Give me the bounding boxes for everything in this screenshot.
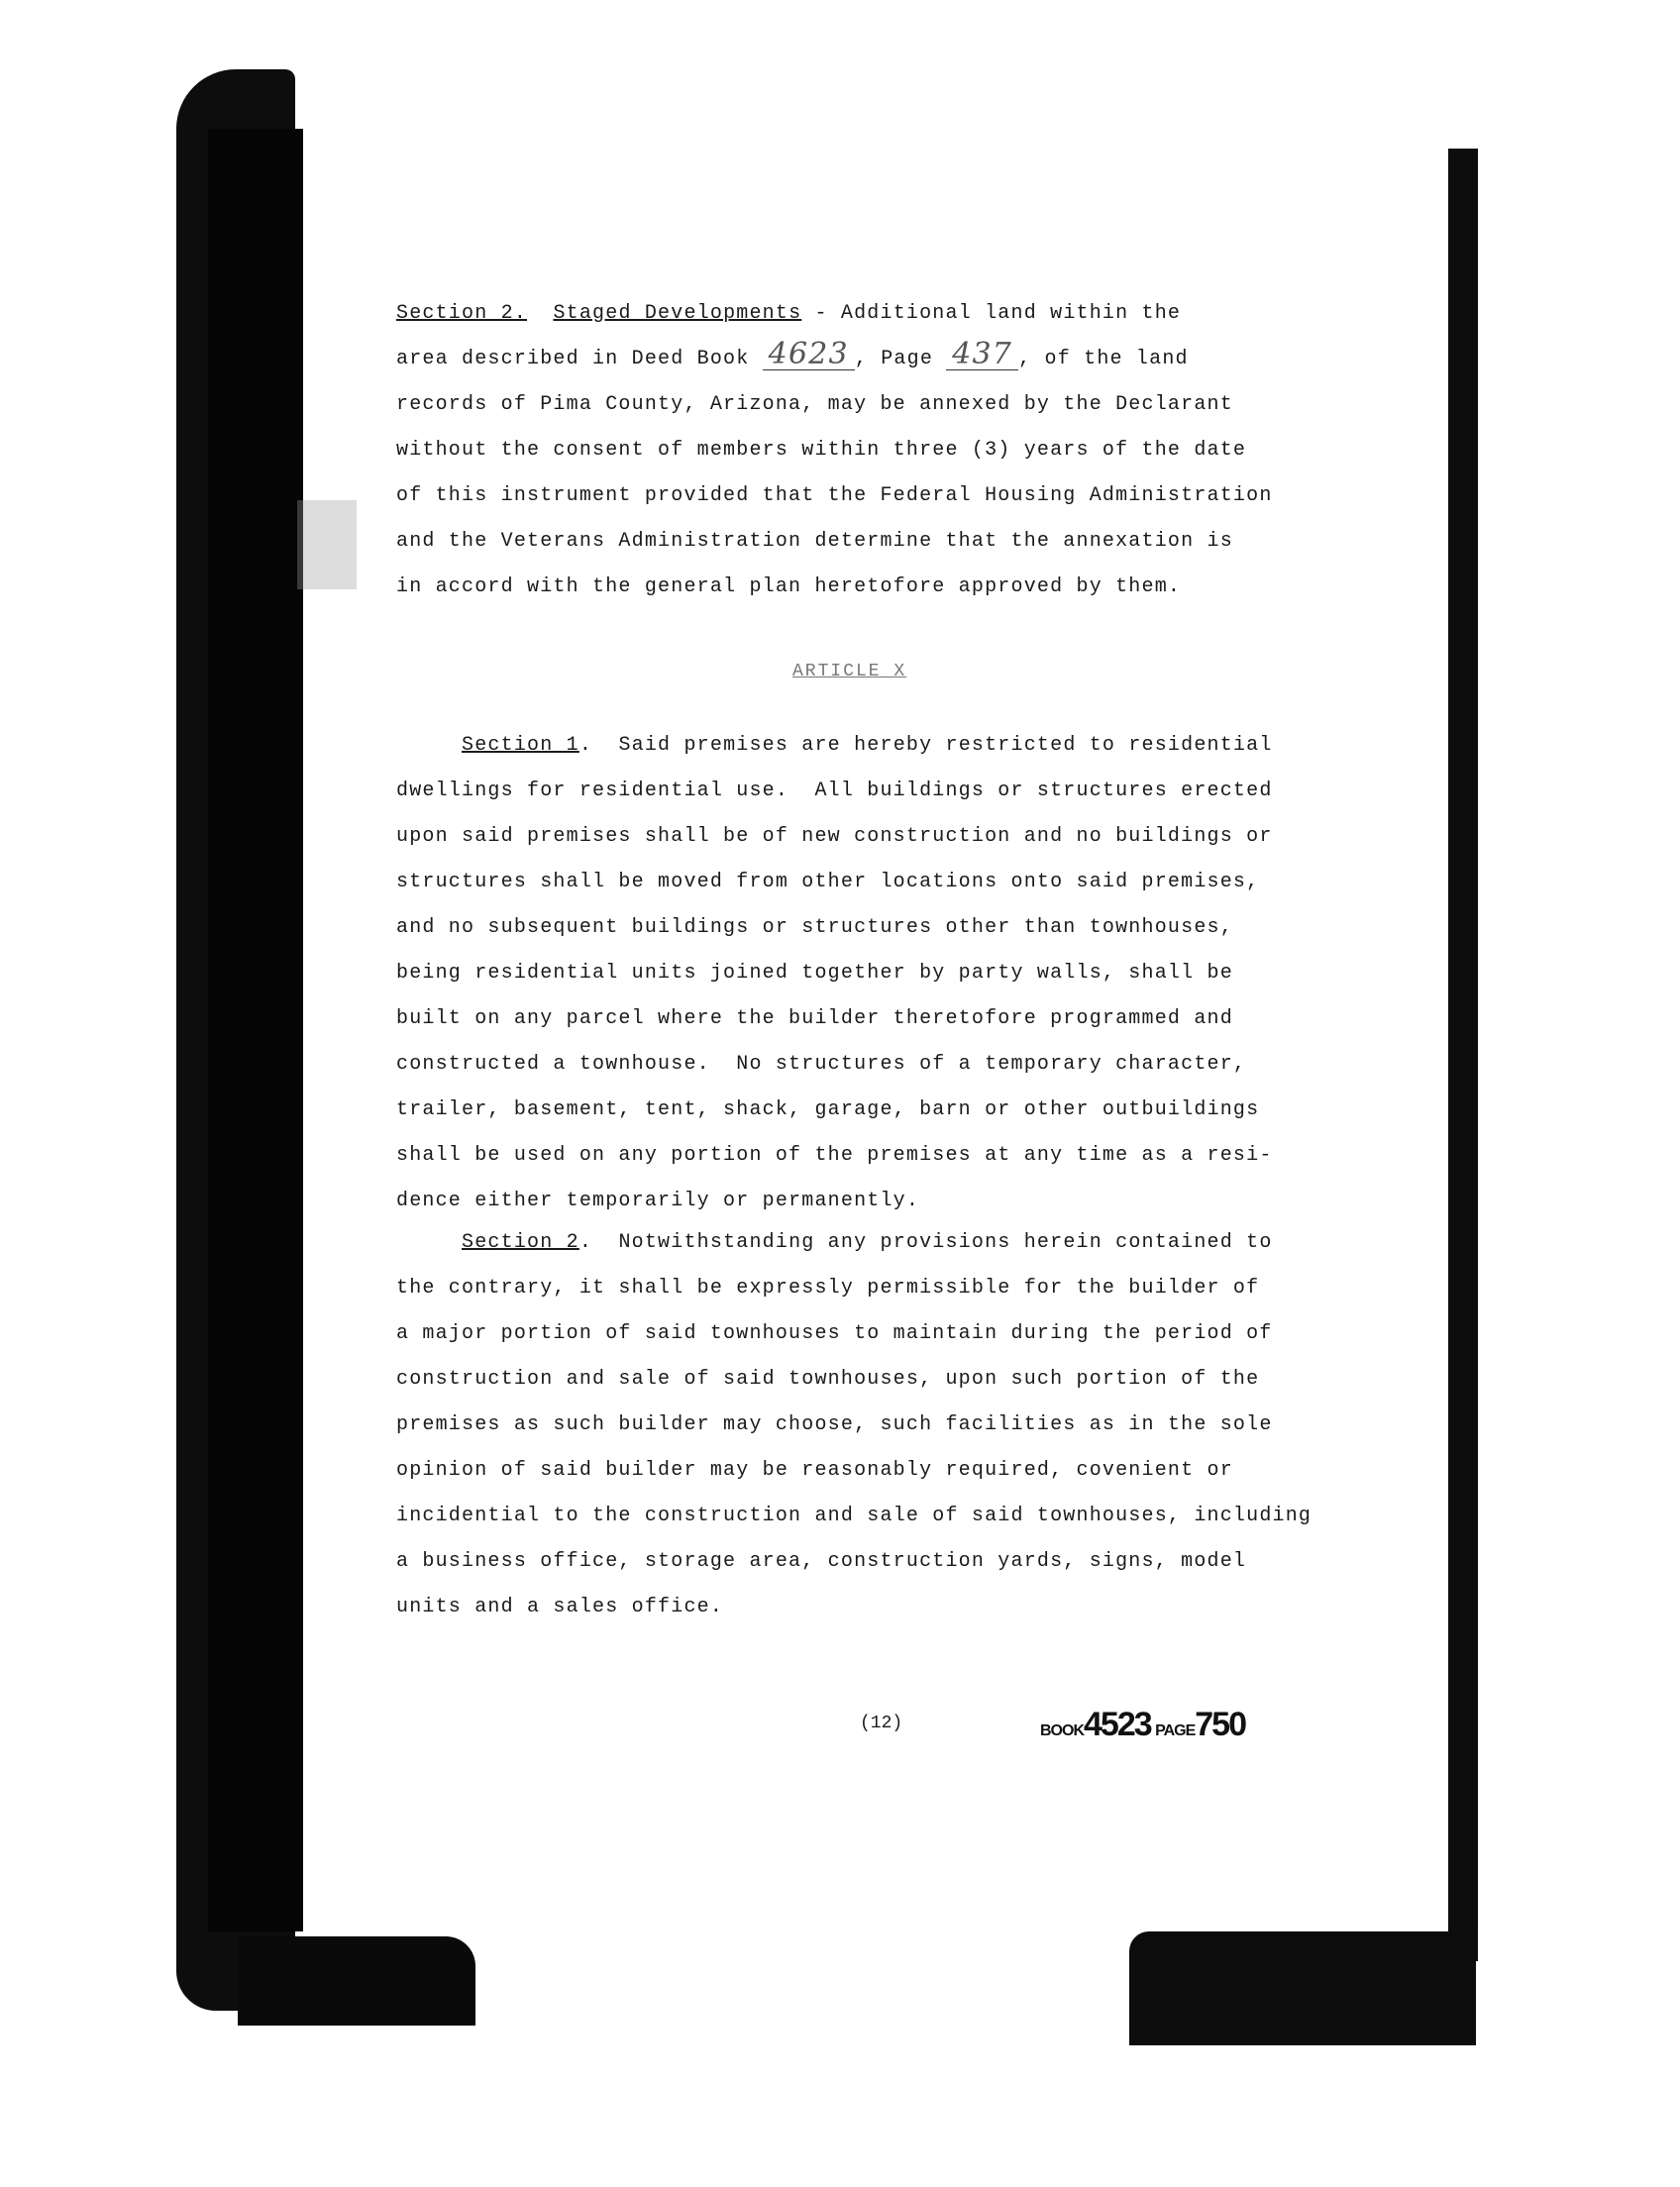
scan-border-bottom-right — [1129, 1931, 1476, 2045]
text-line — [396, 1311, 1347, 1357]
text-run: . Said premises are hereby restricted to residential — [578, 734, 1273, 757]
section-heading: Section 1 — [462, 734, 579, 757]
text-line — [396, 1042, 1347, 1088]
section-2-builder-provisions — [396, 1220, 1347, 1630]
text-line — [396, 769, 1347, 814]
text-line — [396, 860, 1347, 905]
text-line — [396, 1357, 1347, 1403]
book-page-stamp — [1040, 1706, 1245, 1744]
text-run: and the Veterans Administration determine that the annexation is — [396, 530, 1233, 553]
text-run — [527, 302, 553, 325]
text-run: shall be used on any portion of the premises at any time as a resi- — [396, 1144, 1273, 1167]
text-line — [396, 951, 1347, 996]
text-line — [396, 996, 1347, 1042]
text-line — [396, 1133, 1347, 1179]
text-run: construction and sale of said townhouses, upon such portion of the — [396, 1368, 1260, 1391]
text-run: a major portion of said townhouses to maintain during the period of — [396, 1322, 1273, 1345]
text-line — [396, 519, 1347, 565]
text-run: built on any parcel where the builder theretofore programmed and — [396, 1007, 1233, 1030]
text-line — [396, 1403, 1347, 1448]
text-run: constructed a townhouse. No structures of a temporary character, — [396, 1053, 1247, 1076]
text-run: units and a sales office. — [396, 1596, 724, 1618]
text-line — [396, 1448, 1347, 1494]
text-run: upon said premises shall be of new construction and no buildings or — [396, 825, 1273, 848]
text-line — [396, 1179, 1347, 1224]
text-run: opinion of said builder may be reasonably required, covenient or — [396, 1459, 1233, 1482]
text-line — [396, 565, 1347, 610]
article-heading: ARTICLE X — [792, 662, 907, 681]
handwritten-entry: 437 — [946, 340, 1018, 370]
page-value: 750 — [1195, 1706, 1245, 1743]
text-line — [396, 723, 1347, 769]
text-run: records of Pima County, Arizona, may be annexed by the Declarant — [396, 393, 1233, 416]
handwritten-entry: 4623 — [763, 340, 855, 370]
page-number: (12) — [860, 1714, 903, 1733]
scan-border-right — [1448, 149, 1478, 1961]
text-line — [396, 814, 1347, 860]
text-run — [396, 734, 462, 757]
text-run: dwellings for residential use. All buildings or structures erected — [396, 780, 1273, 802]
text-run: a business office, storage area, construction yards, signs, model — [396, 1550, 1247, 1573]
text-run — [396, 1231, 462, 1254]
text-run: premises as such builder may choose, such facilities as in the sole — [396, 1413, 1273, 1436]
text-run: dence either temporarily or permanently. — [396, 1190, 920, 1212]
text-run: - Additional land within the — [801, 302, 1182, 325]
text-line — [396, 1088, 1347, 1133]
text-line — [396, 382, 1347, 428]
text-line — [396, 1266, 1347, 1311]
scan-border-bottom-left — [238, 1936, 475, 2026]
text-run: trailer, basement, tent, shack, garage, barn or other outbuildings — [396, 1098, 1260, 1121]
scan-artifact — [297, 500, 357, 589]
text-run: and no subsequent buildings or structures other than townhouses, — [396, 916, 1233, 939]
text-run: area described in Deed Book — [396, 348, 763, 370]
text-line — [396, 1585, 1347, 1630]
text-line — [396, 428, 1347, 473]
text-run: being residential units joined together by party walls, shall be — [396, 962, 1233, 985]
section-2-staged-developments — [396, 291, 1347, 610]
text-run: of this instrument provided that the Federal Housing Administration — [396, 484, 1273, 507]
book-label: BOOK — [1040, 1722, 1084, 1739]
text-line — [396, 291, 1347, 337]
scan-border-left-inner — [208, 129, 303, 1931]
section-heading: Section 2 — [462, 1231, 579, 1254]
text-run: , of the land — [1018, 348, 1189, 370]
page-label: PAGE — [1155, 1722, 1196, 1739]
text-line — [396, 337, 1347, 382]
text-line — [396, 1220, 1347, 1266]
text-run: the contrary, it shall be expressly permissible for the builder of — [396, 1277, 1260, 1300]
section-heading: Section 2. — [396, 302, 528, 325]
text-run: in accord with the general plan heretofore approved by them. — [396, 575, 1182, 598]
section-1-residential-use — [396, 723, 1347, 1224]
text-line — [396, 1494, 1347, 1539]
text-line — [396, 905, 1347, 951]
text-run: without the consent of members within three (3) years of the date — [396, 439, 1247, 462]
text-line — [396, 1539, 1347, 1585]
text-run: incidential to the construction and sale of said townhouses, including — [396, 1505, 1312, 1527]
text-run: . Notwithstanding any provisions herein contained to — [578, 1231, 1273, 1254]
book-number: 4523 — [1084, 1706, 1151, 1743]
text-line — [396, 473, 1347, 519]
text-run: , Page — [854, 348, 947, 370]
section-heading: Staged Developments — [553, 302, 802, 325]
text-run: structures shall be moved from other locations onto said premises, — [396, 871, 1260, 893]
